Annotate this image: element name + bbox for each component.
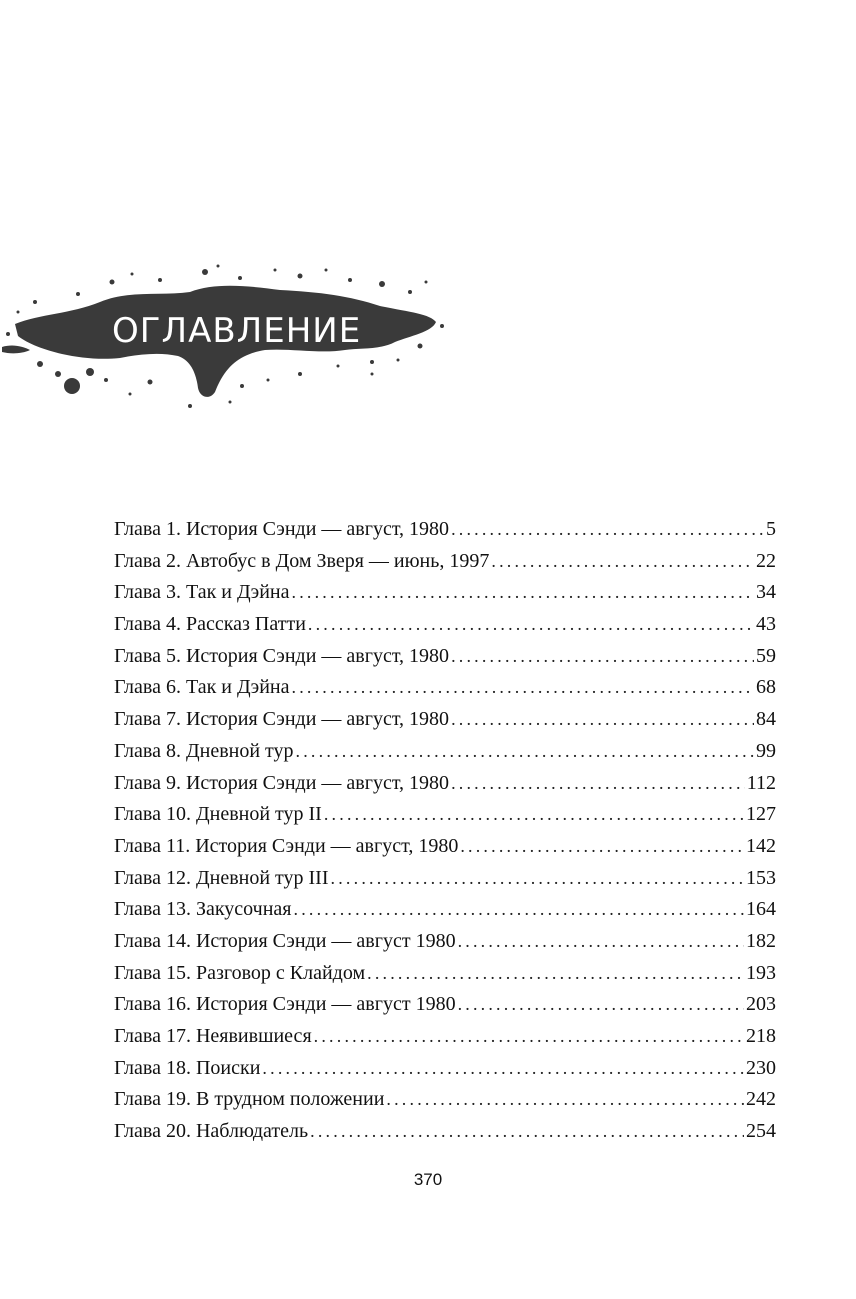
toc-leader-dots (386, 1084, 744, 1116)
toc-entry (114, 546, 776, 578)
toc-leader-dots (491, 546, 754, 578)
toc-entry-page: 242 (746, 1088, 776, 1111)
toc-leader-dots (308, 609, 754, 641)
toc-entry-page: 34 (756, 581, 776, 604)
toc-entry (114, 799, 776, 831)
toc-entry-title: Глава 11. История Сэнди — август, 1980 (114, 834, 459, 857)
toc-entry-title: Глава 20. Наблюдатель (114, 1120, 309, 1143)
toc-entry-title: Глава 17. Неявившиеся (114, 1025, 312, 1047)
toc-entry-title: Глава 2. Автобус в Дом Зверя — июнь, 1997 (114, 549, 490, 572)
toc-leader-dots (451, 514, 764, 546)
toc-entry-title: Глава 15. Разговор с Клайдом (114, 961, 366, 984)
toc-leader-dots (262, 1053, 744, 1085)
toc-entry-page: 203 (746, 993, 776, 1016)
toc-entry (114, 894, 776, 926)
toc-entry (114, 736, 776, 768)
toc-entry (114, 1116, 776, 1148)
toc-leader-dots (292, 577, 755, 609)
toc-leader-dots (458, 926, 744, 958)
toc-entry-title: Глава 10. Дневной тур II (114, 803, 322, 826)
toc-leader-dots (331, 863, 744, 895)
toc-leader-dots (296, 736, 754, 768)
toc-entry (114, 577, 776, 609)
toc-entry-page: 68 (756, 676, 776, 699)
toc-entry-page: 230 (746, 1056, 776, 1079)
toc-entry (114, 609, 776, 641)
toc-entry-title: Глава 18. Поиски (114, 1056, 261, 1079)
toc-entry (114, 926, 776, 958)
toc-entry-page: 182 (746, 929, 776, 952)
toc-entry-title: Глава 1. История Сэнди — август, 1980 (114, 518, 450, 540)
toc-leader-dots (458, 989, 744, 1021)
toc-entry (114, 831, 776, 863)
toc-leader-dots (324, 799, 744, 831)
toc-entry-title: Глава 14. История Сэнди — август 1980 (114, 929, 456, 952)
toc-leader-dots (451, 704, 754, 736)
page-number: 370 (413, 1170, 443, 1189)
toc-entry (114, 704, 776, 736)
toc-entry-page: 142 (746, 834, 776, 857)
toc-entry (114, 514, 776, 546)
toc-leader-dots (451, 641, 754, 673)
toc-leader-dots (310, 1116, 744, 1148)
toc-entry-page: 218 (746, 1025, 776, 1047)
toc-entry-title: Глава 6. Так и Дэйна (114, 676, 290, 699)
toc-leader-dots (314, 1021, 744, 1053)
toc-entry-page: 84 (756, 708, 776, 731)
toc-entry-title: Глава 12. Дневной тур III (114, 866, 329, 889)
toc-entry-page: 22 (756, 549, 776, 572)
toc-entry (114, 768, 776, 800)
toc-leader-dots (460, 831, 744, 863)
toc-entry-title: Глава 13. Закусочная (114, 898, 292, 921)
toc-entry-page: 164 (746, 898, 776, 921)
toc-entry (114, 958, 776, 990)
toc-entry (114, 989, 776, 1021)
toc-entry-title: Глава 5. История Сэнди — август, 1980 (114, 644, 450, 667)
toc-entry-title: Глава 8. Дневной тур (114, 739, 294, 762)
toc-leader-dots (367, 958, 744, 990)
toc-entry-page: 43 (756, 613, 776, 636)
table-of-contents (114, 514, 776, 1148)
toc-entry-title: Глава 7. История Сэнди — август, 1980 (114, 708, 450, 731)
toc-leader-dots (451, 768, 745, 800)
page-title: ОГЛАВЛЕНИЕ (112, 311, 362, 351)
toc-entry-title: Глава 9. История Сэнди — август, 1980 (114, 771, 450, 794)
toc-entry-page: 127 (746, 803, 776, 826)
toc-entry-page: 254 (746, 1120, 776, 1143)
toc-entry-page: 112 (746, 771, 776, 794)
toc-entry (114, 1053, 776, 1085)
toc-entry-page: 153 (746, 866, 776, 889)
toc-entry-title: Глава 16. История Сэнди — август 1980 (114, 993, 456, 1016)
toc-entry (114, 641, 776, 673)
toc-entry-page: 193 (746, 961, 776, 984)
toc-leader-dots (292, 672, 755, 704)
toc-entry-title: Глава 3. Так и Дэйна (114, 581, 290, 604)
toc-entry-title: Глава 19. В трудном положении (114, 1088, 385, 1111)
toc-entry (114, 1084, 776, 1116)
toc-leader-dots (294, 894, 745, 926)
toc-entry (114, 863, 776, 895)
toc-entry (114, 672, 776, 704)
toc-entry (114, 1021, 776, 1053)
toc-entry-page: 99 (756, 739, 776, 762)
toc-entry-page: 5 (766, 518, 776, 540)
toc-entry-title: Глава 4. Рассказ Патти (114, 613, 306, 636)
toc-entry-page: 59 (756, 644, 776, 667)
